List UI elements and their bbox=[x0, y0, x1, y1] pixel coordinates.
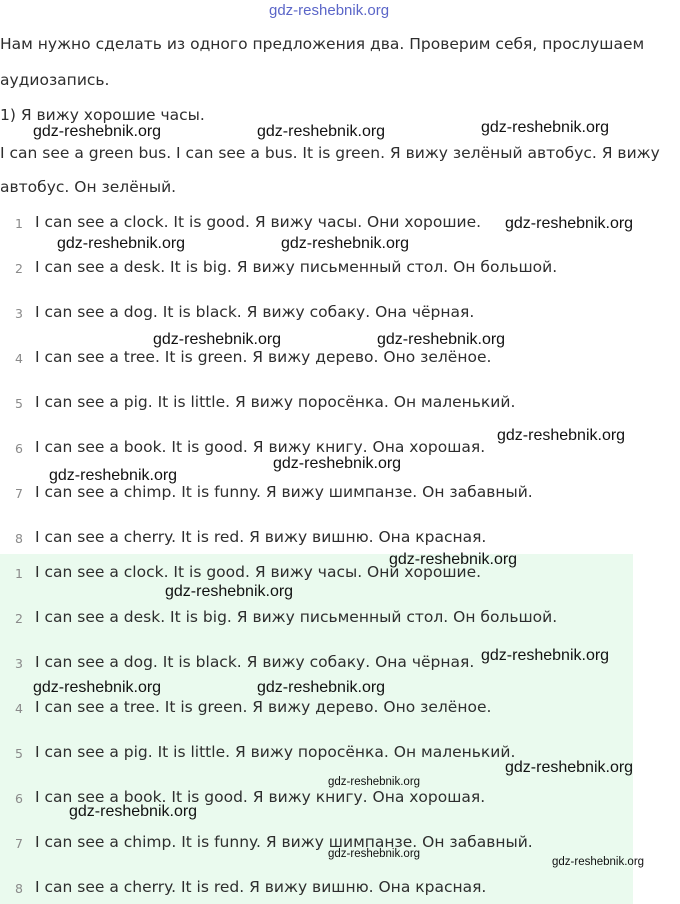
item-number: 7 bbox=[15, 486, 23, 501]
header-watermark: gdz-reshebnik.org bbox=[269, 2, 390, 19]
item-text: I can see a clock. It is good. Я вижу часы. Они хорошие. bbox=[35, 213, 482, 231]
item-number: 1 bbox=[15, 216, 23, 231]
item-text: I can see a cherry. It is red. Я вижу вишню. Она красная. bbox=[35, 878, 487, 896]
watermark: gdz-reshebnik.org bbox=[33, 123, 162, 140]
item-text: I can see a chimp. It is funny. Я вижу шимпанзе. Он забавный. bbox=[35, 833, 533, 851]
highlighted-answer-box bbox=[0, 554, 633, 904]
item-number: 6 bbox=[15, 791, 23, 806]
watermark: gdz-reshebnik.org bbox=[165, 583, 294, 600]
watermark: gdz-reshebnik.org bbox=[328, 848, 421, 860]
watermark: gdz-reshebnik.org bbox=[328, 776, 421, 788]
example-title: 1) Я вижу хорошие часы. bbox=[0, 106, 205, 124]
watermark: gdz-reshebnik.org bbox=[281, 235, 410, 252]
watermark: gdz-reshebnik.org bbox=[49, 467, 178, 484]
item-text: I can see a book. It is good. Я вижу книгу. Она хорошая. bbox=[35, 438, 486, 456]
watermark: gdz-reshebnik.org bbox=[69, 803, 198, 820]
watermark: gdz-reshebnik.org bbox=[497, 427, 626, 444]
item-number: 5 bbox=[15, 396, 23, 411]
watermark: gdz-reshebnik.org bbox=[505, 759, 634, 776]
item-number: 3 bbox=[15, 306, 23, 321]
watermark: gdz-reshebnik.org bbox=[481, 647, 610, 664]
item-number: 2 bbox=[15, 261, 23, 276]
watermark: gdz-reshebnik.org bbox=[33, 679, 162, 696]
item-text: I can see a pig. It is little. Я вижу поросёнка. Он маленький. bbox=[35, 393, 516, 411]
item-text: I can see a chimp. It is funny. Я вижу шимпанзе. Он забавный. bbox=[35, 483, 533, 501]
item-text: I can see a tree. It is green. Я вижу дерево. Оно зелёное. bbox=[35, 348, 492, 366]
item-number: 1 bbox=[15, 566, 23, 581]
watermark: gdz-reshebnik.org bbox=[257, 123, 386, 140]
item-text: I can see a dog. It is black. Я вижу собаку. Она чёрная. bbox=[35, 303, 475, 321]
intro-line-1: Нам нужно сделать из одного предложения два. Проверим себя, прослушаем bbox=[0, 35, 645, 53]
item-text: I can see a tree. It is green. Я вижу дерево. Оно зелёное. bbox=[35, 698, 492, 716]
watermark: gdz-reshebnik.org bbox=[389, 551, 518, 568]
example-line-1: I can see a green bus. I can see a bus. It is green. Я вижу зелёный автобус. Я вижу bbox=[0, 144, 660, 162]
item-number: 3 bbox=[15, 656, 23, 671]
watermark: gdz-reshebnik.org bbox=[377, 331, 506, 348]
item-text: I can see a book. It is good. Я вижу книгу. Она хорошая. bbox=[35, 788, 486, 806]
watermark: gdz-reshebnik.org bbox=[481, 119, 610, 136]
item-text: I can see a desk. It is big. Я вижу письменный стол. Он большой. bbox=[35, 608, 558, 626]
intro-line-2: аудиозапись. bbox=[0, 71, 110, 89]
item-text: I can see a clock. It is good. Я вижу часы. Они хорошие. bbox=[35, 563, 482, 581]
item-text: I can see a dog. It is black. Я вижу собаку. Она чёрная. bbox=[35, 653, 475, 671]
item-number: 4 bbox=[15, 351, 23, 366]
item-number: 7 bbox=[15, 836, 23, 851]
watermark: gdz-reshebnik.org bbox=[153, 331, 282, 348]
item-number: 6 bbox=[15, 441, 23, 456]
item-number: 5 bbox=[15, 746, 23, 761]
item-number: 8 bbox=[15, 881, 23, 896]
item-text: I can see a cherry. It is red. Я вижу вишню. Она красная. bbox=[35, 528, 487, 546]
item-text: I can see a desk. It is big. Я вижу письменный стол. Он большой. bbox=[35, 258, 558, 276]
item-text: I can see a pig. It is little. Я вижу поросёнка. Он маленький. bbox=[35, 743, 516, 761]
watermark: gdz-reshebnik.org bbox=[57, 235, 186, 252]
watermark: gdz-reshebnik.org bbox=[505, 215, 634, 232]
watermark: gdz-reshebnik.org bbox=[257, 679, 386, 696]
watermark: gdz-reshebnik.org bbox=[273, 455, 402, 472]
watermark: gdz-reshebnik.org bbox=[552, 856, 645, 868]
example-line-2: автобус. Он зелёный. bbox=[0, 178, 177, 196]
item-number: 4 bbox=[15, 701, 23, 716]
item-number: 8 bbox=[15, 531, 23, 546]
item-number: 2 bbox=[15, 611, 23, 626]
